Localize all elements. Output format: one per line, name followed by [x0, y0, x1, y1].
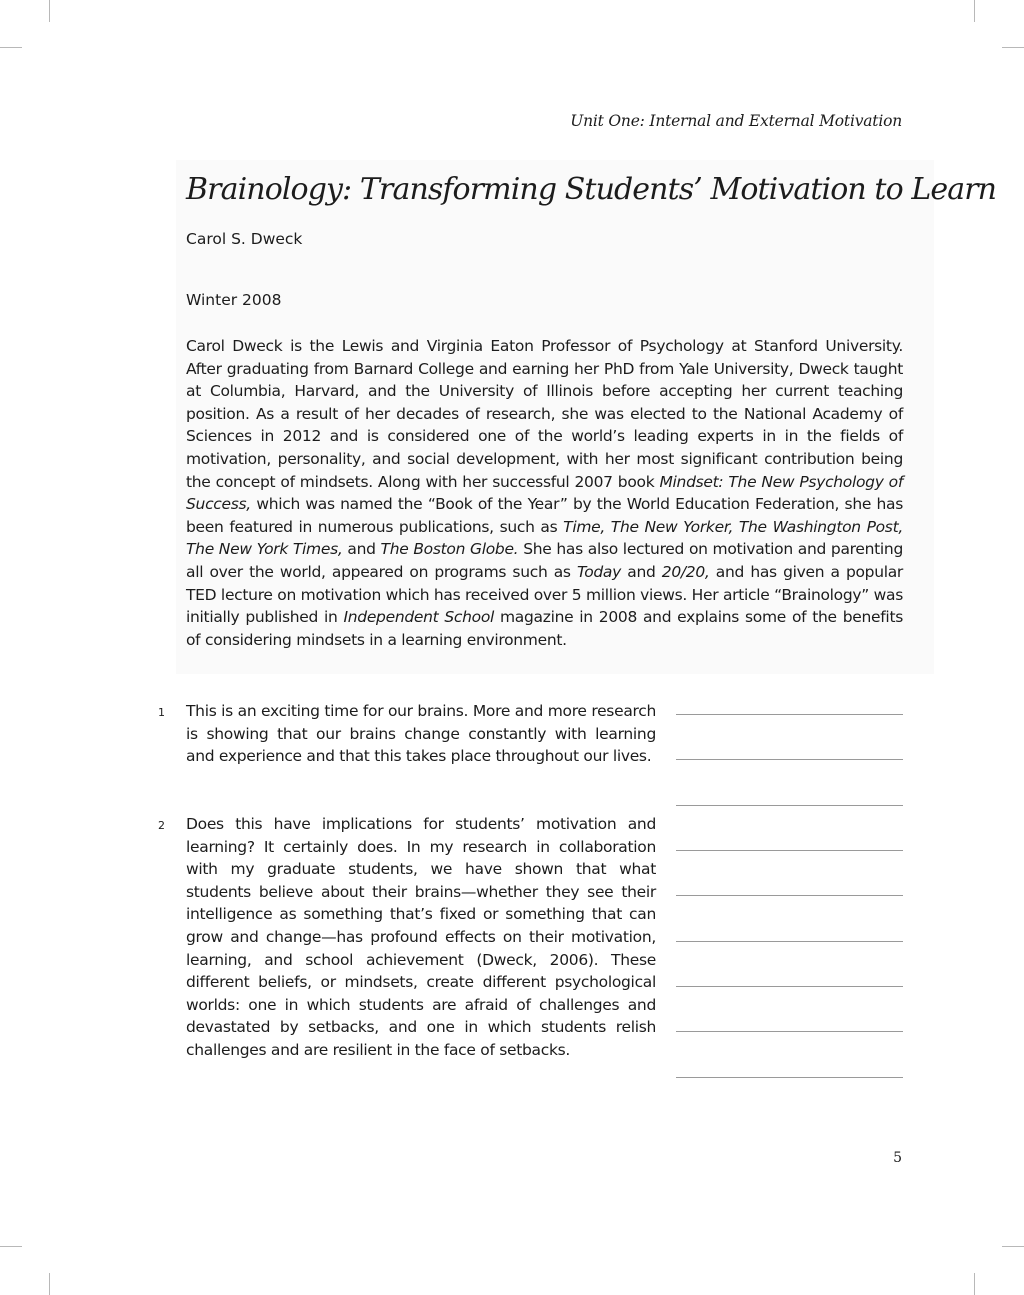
article-title: Brainology: Transforming Students’ Motivation to Learn: [186, 172, 997, 207]
crop-mark: [1002, 1246, 1024, 1247]
note-line[interactable]: [676, 895, 903, 896]
crop-mark: [974, 1273, 975, 1295]
note-line[interactable]: [676, 759, 903, 760]
crop-mark: [0, 47, 22, 48]
bio-text: and has given a popular TED lecture on motivation which has received over 5 million views. Her article “Brainology” was initially published in: [186, 562, 904, 627]
bio-text: Carol Dweck is the Lewis and Virginia Eaton Professor of Psychology at Stanford University. After graduating from Barnard College and earning her PhD from Yale University, Dweck taught at Columbia, Harvard, and the University of Illinois before accepting her current teaching position. As a result of her decades of research, she was elected to the National Academy of Sciences in 2012 and is considered one of the world’s leading experts in in the fields of motivation, personality, and social development, with her most significant contribution being the concept of mindsets. Along with her successful 2007 book: [186, 337, 903, 491]
crop-mark: [49, 0, 50, 22]
bio-magazine: Independent School: [343, 608, 495, 627]
article-date: Winter 2008: [186, 291, 282, 309]
author-bio: [186, 335, 903, 651]
bio-program: 20/20,: [661, 562, 710, 581]
bio-book-title: Mindset: The New Psychology of Success,: [186, 472, 904, 514]
article-author: Carol S. Dweck: [186, 230, 303, 248]
crop-mark: [0, 1246, 22, 1247]
bio-text: and: [621, 562, 662, 581]
bio-text: which was named the “Book of the Year” by the World Education Federation, she has been featured in numerous publications, such as: [186, 495, 903, 536]
note-line[interactable]: [676, 941, 903, 942]
note-line[interactable]: [676, 986, 903, 987]
crop-mark: [1002, 47, 1024, 48]
paragraph-number: 1: [158, 706, 165, 719]
crop-mark: [49, 1273, 50, 1295]
bio-program: Today: [576, 562, 621, 581]
note-line[interactable]: [676, 1031, 903, 1032]
paragraph: This is an exciting time for our brains. More and more research is showing that our brains change constantly with learning and experience and that this takes place throughout our lives.: [186, 702, 656, 766]
note-line[interactable]: [676, 850, 903, 851]
page-number: 5: [893, 1150, 902, 1166]
note-line[interactable]: [676, 805, 903, 806]
running-head: Unit One: Internal and External Motivation: [570, 112, 902, 130]
bio-text: magazine in 2008 and explains some of the benefits of considering mindsets in a learning environment.: [186, 608, 903, 649]
note-line[interactable]: [676, 1077, 903, 1078]
bio-publication: The Boston Globe.: [380, 540, 519, 559]
paragraph: Does this have implications for students’ motivation and learning? It certainly does. In my research in collaboration with my graduate students, we have shown that what students believe about their brains—whether they see their intelligence as something that’s fixed or something that can grow and change—has profound effects on their motivation, learning, and school achievement (Dweck, 2006). These different beliefs, or mindsets, create different psychological worlds: one in which students are afraid of challenges and devastated by setbacks, and one in which students relish challenges and are resilient in the face of setbacks.: [186, 815, 656, 1059]
paragraph-number: 2: [158, 819, 165, 832]
note-line[interactable]: [676, 714, 903, 715]
bio-text: She has also lectured on motivation and parenting all over the world, appeared on programs such as: [186, 540, 903, 581]
bio-publications: Time, The New Yorker, The Washington Post, The New York Times,: [186, 517, 903, 559]
crop-mark: [974, 0, 975, 22]
bio-text: and: [342, 540, 381, 559]
